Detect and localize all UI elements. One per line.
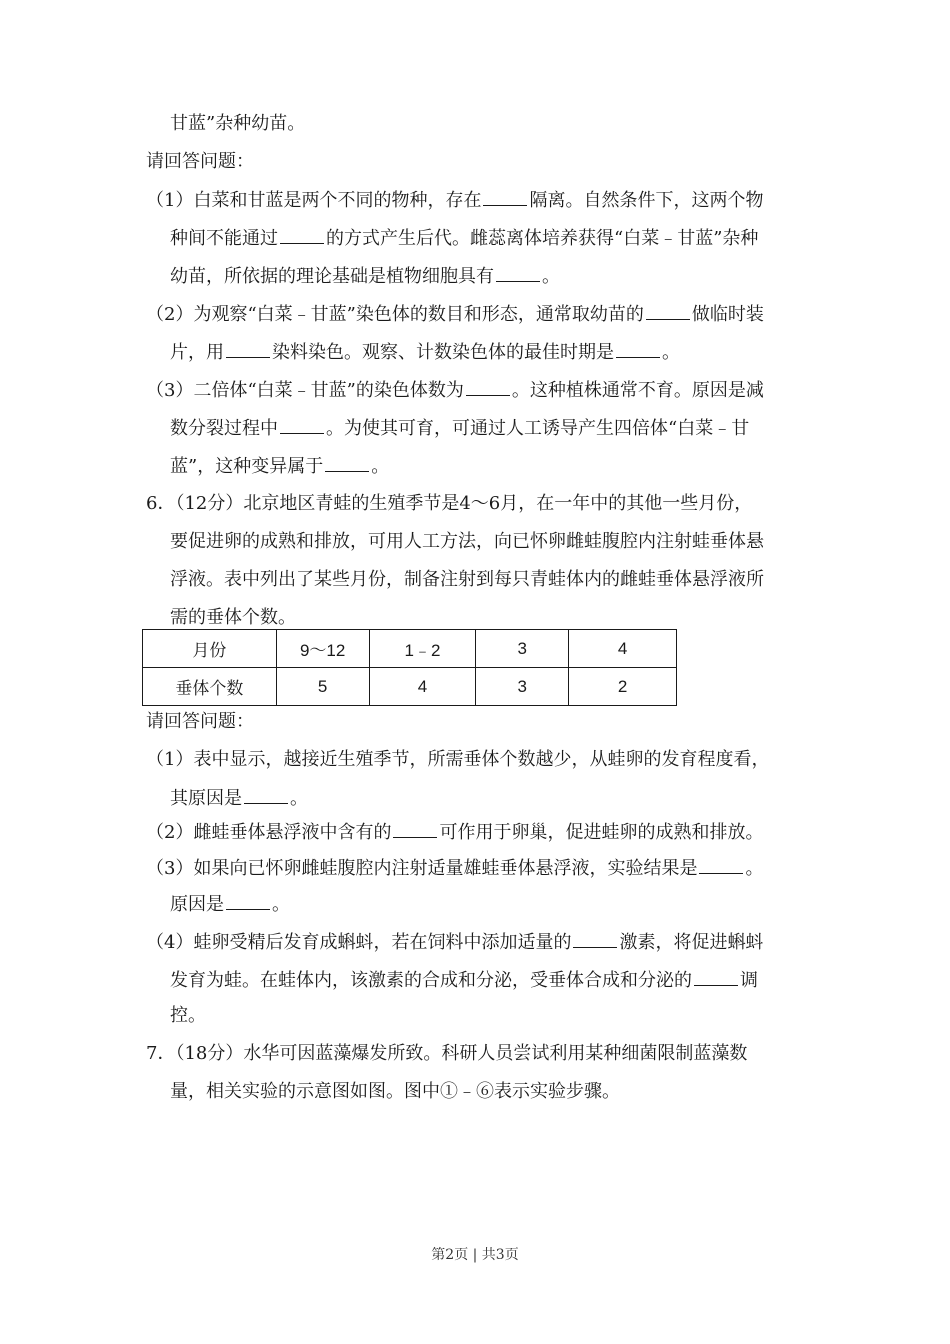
table-cell: 3 <box>476 630 569 668</box>
text: （3）二倍体“白菜﹣甘蓝”的染色体数为 <box>146 380 464 401</box>
text: 激素，将促进蝌蚪 <box>619 932 764 953</box>
answer-blank[interactable] <box>483 188 527 206</box>
q5-1-line2 <box>170 226 758 251</box>
answer-blank[interactable] <box>226 892 270 910</box>
q5-3-line2 <box>170 416 749 441</box>
q6-2-line1 <box>146 820 763 845</box>
text: 6．（12分）北京地区青蛙的生殖季节是4～6月，在一年中的其他一些月份， <box>146 493 753 514</box>
text: 调 <box>740 970 758 991</box>
text: 。 <box>542 266 560 287</box>
text: 浮液。表中列出了某些月份，制备注射到每只青蛙体内的雌蛙垂体悬浮液所 <box>170 569 764 590</box>
text: 甘蓝”杂种幼苗。 <box>170 113 306 134</box>
q6-line4 <box>170 606 296 630</box>
q5-2-line1 <box>146 302 764 327</box>
text: （1）表中显示，越接近生殖季节，所需垂体个数越少，从蛙卵的发育程度看， <box>146 749 770 770</box>
answer-blank[interactable] <box>280 226 324 244</box>
text: （2）雌蛙垂体悬浮液中含有的 <box>146 822 392 843</box>
q7-line1 <box>146 1042 747 1066</box>
text: 要促进卵的成熟和排放，可用人工方法，向已怀卵雌蛙腹腔内注射蛙垂体悬 <box>170 531 764 552</box>
text: 。 <box>745 858 764 879</box>
table-cell: 3 <box>476 668 569 706</box>
q5-3-line3 <box>170 454 389 479</box>
table-cell: 2 <box>569 668 677 706</box>
q5-2-line2 <box>170 340 680 365</box>
answer-blank[interactable] <box>496 264 540 282</box>
text: 。这种植株通常不育。原因是减 <box>511 380 764 401</box>
text: 片，用 <box>170 342 224 363</box>
answer-blank[interactable] <box>393 820 437 838</box>
text: （3）如果向已怀卵雌蛙腹腔内注射适量雄蛙垂体悬浮液，实验结果是 <box>146 858 698 879</box>
answer-blank[interactable] <box>699 856 743 874</box>
q6-3-line2 <box>170 892 290 917</box>
text: 染料染色。观察、计数染色体的最佳时期是 <box>272 342 614 363</box>
text: 量，相关实验的示意图如图。图中①﹣⑥表示实验步骤。 <box>170 1081 620 1102</box>
q7-line2 <box>170 1080 620 1104</box>
text: 7．（18分）水华可因蓝藻爆发所致。科研人员尝试利用某种细菌限制蓝藻数 <box>146 1043 748 1064</box>
text: 请回答问题： <box>146 711 254 732</box>
answer-blank[interactable] <box>694 968 738 986</box>
answer-blank[interactable] <box>646 302 690 320</box>
answer-blank[interactable] <box>466 378 510 396</box>
answer-blank[interactable] <box>325 454 369 472</box>
q6-1-line2 <box>170 786 308 811</box>
answer-blank[interactable] <box>226 340 270 358</box>
answer-blank[interactable] <box>244 786 288 804</box>
text: 请回答问题： <box>146 151 254 172</box>
text: 种间不能通过 <box>170 228 278 249</box>
table-cell: 4 <box>369 668 476 706</box>
table-header-cell: 月份 <box>143 630 277 668</box>
q6-4-line3 <box>170 1004 206 1028</box>
q6-1-line1 <box>146 748 769 772</box>
table-cell: 5 <box>276 668 369 706</box>
answer-blank[interactable] <box>573 930 617 948</box>
text: 其原因是 <box>170 788 242 809</box>
answer-blank[interactable] <box>616 340 660 358</box>
text: 。为使其可育，可通过人工诱导产生四倍体“白菜﹣甘 <box>326 418 750 439</box>
table-cell: 9～12 <box>276 630 369 668</box>
text: 隔离。自然条件下，这两个物 <box>529 190 764 211</box>
text: （1）白菜和甘蓝是两个不同的物种，存在 <box>146 190 482 211</box>
q5-prompt <box>146 150 254 174</box>
q6-4-line1 <box>146 930 763 955</box>
q6-line2 <box>170 530 764 554</box>
table-header-cell: 垂体个数 <box>143 668 277 706</box>
q6-4-line2 <box>170 968 758 993</box>
text: 原因是 <box>170 894 224 915</box>
text: 需的垂体个数。 <box>170 607 296 628</box>
text: 。 <box>290 788 308 809</box>
text: 。 <box>272 894 290 915</box>
pituitary-table <box>142 629 677 706</box>
q6-line1 <box>146 492 752 516</box>
text: 可作用于卵巢，促进蛙卵的成熟和排放。 <box>439 822 764 843</box>
answer-blank[interactable] <box>280 416 324 434</box>
table-cell: 1﹣2 <box>369 630 476 668</box>
text: 发育为蛙。在蛙体内，该激素的合成和分泌，受垂体合成和分泌的 <box>170 970 692 991</box>
text: 做临时装 <box>691 304 764 325</box>
text: 的方式产生后代。雌蕊离体培养获得“白菜﹣甘蓝”杂种 <box>326 228 759 249</box>
q5-1-line1 <box>146 188 763 213</box>
text: 控。 <box>170 1005 206 1026</box>
page-footer: 第2页 | 共3页 <box>431 1247 519 1263</box>
text: （4）蛙卵受精后发育成蝌蚪，若在饲料中添加适量的 <box>146 932 572 953</box>
text: 。 <box>371 456 390 477</box>
table-row <box>143 668 677 706</box>
intro-continuation <box>170 112 305 136</box>
q6-3-line1 <box>146 856 763 881</box>
q6-line3 <box>170 568 764 592</box>
q5-1-line3 <box>170 264 560 289</box>
q6-prompt <box>146 710 254 734</box>
text: 蓝”，这种变异属于 <box>170 456 324 477</box>
table-row <box>143 630 677 668</box>
text: 幼苗，所依据的理论基础是植物细胞具有 <box>170 266 494 287</box>
text: 。 <box>662 342 680 363</box>
text: （2）为观察“白菜﹣甘蓝”染色体的数目和形态，通常取幼苗的 <box>146 304 644 325</box>
q5-3-line1 <box>146 378 764 403</box>
table-cell: 4 <box>569 630 677 668</box>
text: 数分裂过程中 <box>170 418 278 439</box>
